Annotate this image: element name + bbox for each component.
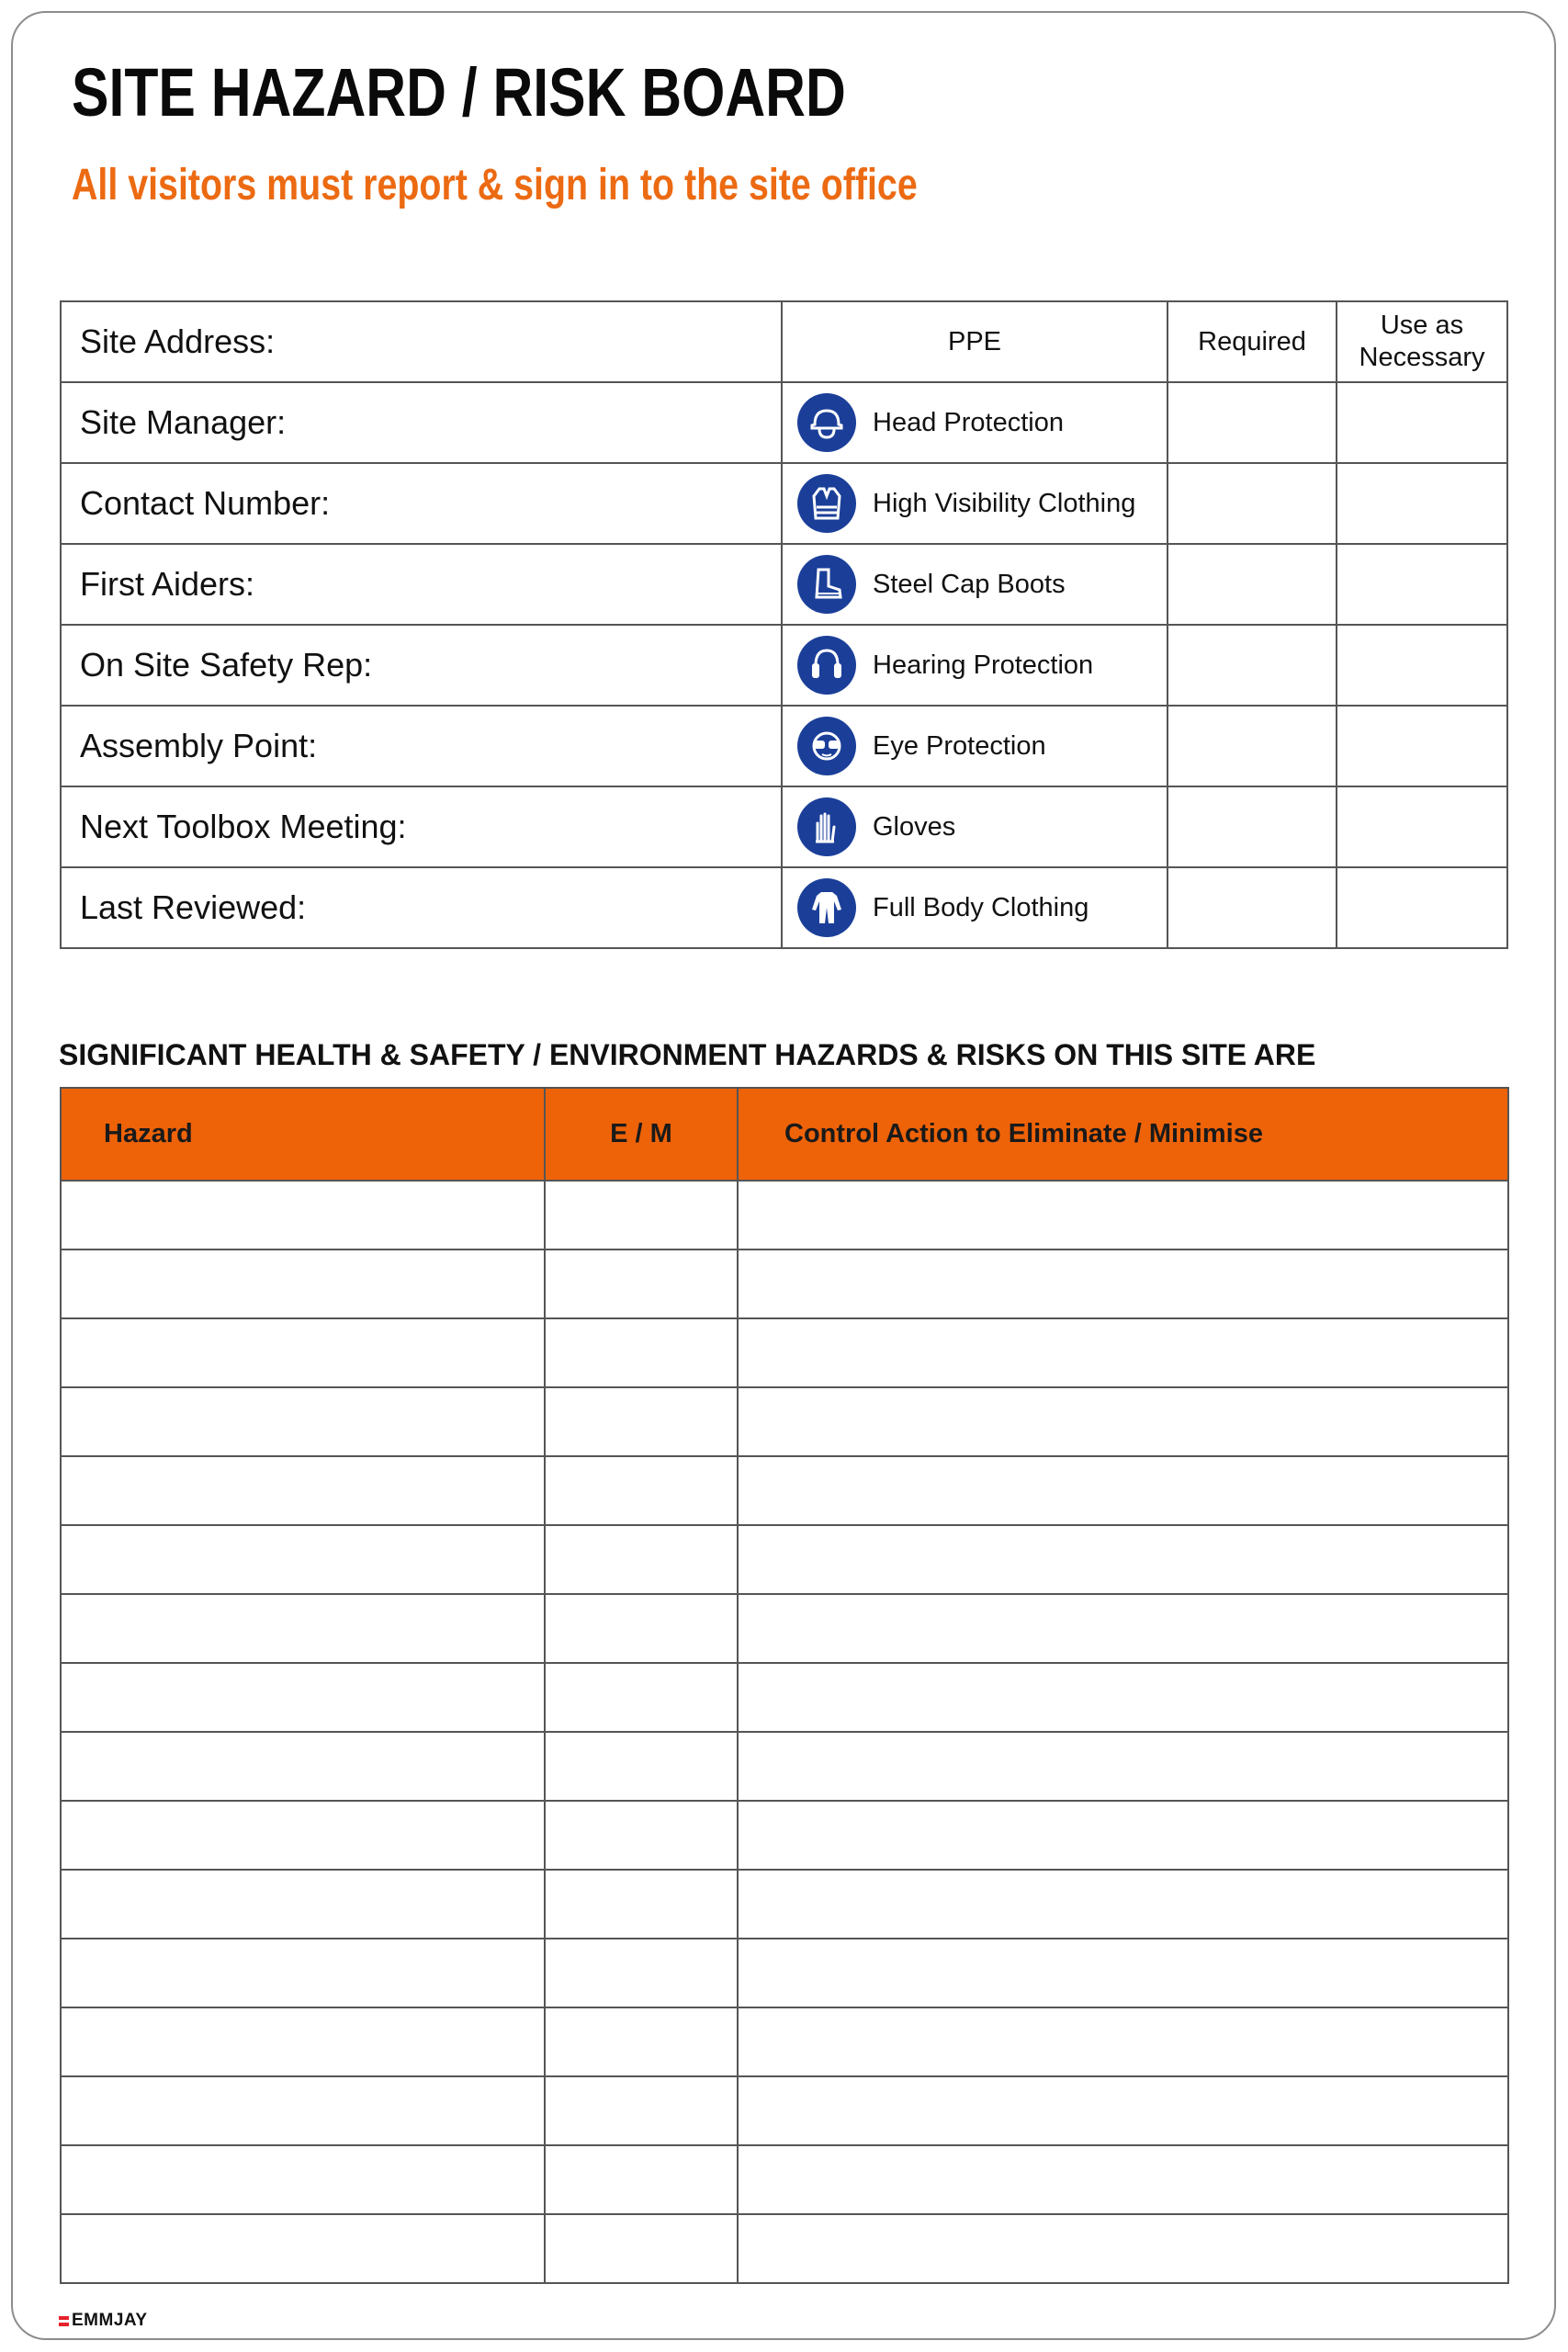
required-cell[interactable]: [1168, 786, 1337, 867]
em-cell[interactable]: [545, 1456, 738, 1525]
control-action-cell[interactable]: [738, 1181, 1508, 1250]
required-cell[interactable]: [1168, 544, 1337, 625]
table-row: [61, 1801, 1508, 1870]
table-row: [61, 1939, 1508, 2007]
table-row: [61, 625, 1507, 706]
ppe-item: [782, 463, 1168, 544]
ppe-item: [782, 382, 1168, 463]
table-row: [61, 1663, 1508, 1732]
em-cell[interactable]: [545, 1594, 738, 1663]
field-label: Site Address:: [61, 301, 782, 382]
site-info-table: [60, 300, 1508, 949]
brand-logo: [59, 2311, 148, 2331]
required-cell[interactable]: [1168, 463, 1337, 544]
em-cell[interactable]: [545, 2076, 738, 2145]
field-label: Site Manager:: [61, 382, 782, 463]
use-as-necessary-cell[interactable]: [1337, 544, 1507, 625]
control-action-cell[interactable]: [738, 2076, 1508, 2145]
table-row: [61, 301, 1507, 382]
hazard-cell[interactable]: [61, 1939, 545, 2007]
table-row: [61, 706, 1507, 786]
subtitle: All visitors must report & sign in to the site office: [72, 161, 918, 209]
em-cell[interactable]: [545, 1525, 738, 1594]
hazard-cell[interactable]: [61, 2214, 545, 2283]
em-cell[interactable]: [545, 1870, 738, 1939]
table-row: [61, 2214, 1508, 2283]
hi-vis-vest-icon: [797, 474, 856, 533]
hazard-cell[interactable]: [61, 1801, 545, 1870]
required-header: Required: [1168, 301, 1337, 382]
table-row: [61, 2076, 1508, 2145]
field-label: Last Reviewed:: [61, 867, 782, 948]
control-action-cell[interactable]: [738, 1939, 1508, 2007]
ppe-label: High Visibility Clothing: [873, 488, 1136, 518]
use-as-necessary-cell[interactable]: [1337, 786, 1507, 867]
control-action-cell[interactable]: [738, 1732, 1508, 1801]
page-title: SITE HAZARD / RISK BOARD: [72, 54, 846, 130]
table-row: [61, 1250, 1508, 1318]
control-action-cell[interactable]: [738, 2007, 1508, 2076]
required-cell[interactable]: [1168, 625, 1337, 706]
hazard-rows: [61, 1181, 1508, 2283]
use-as-necessary-cell[interactable]: [1337, 706, 1507, 786]
use-as-necessary-cell[interactable]: [1337, 463, 1507, 544]
em-cell[interactable]: [545, 2214, 738, 2283]
table-row: [61, 2007, 1508, 2076]
control-action-cell[interactable]: [738, 1801, 1508, 1870]
em-cell[interactable]: [545, 1663, 738, 1732]
em-cell[interactable]: [545, 1939, 738, 2007]
table-row: [61, 1732, 1508, 1801]
field-label: Next Toolbox Meeting:: [61, 786, 782, 867]
use-as-necessary-cell[interactable]: [1337, 382, 1507, 463]
logo-mark-icon: [59, 2316, 69, 2326]
control-action-cell[interactable]: [738, 1250, 1508, 1318]
ppe-label: Gloves: [873, 811, 956, 842]
hazard-cell[interactable]: [61, 1181, 545, 1250]
field-label: Contact Number:: [61, 463, 782, 544]
control-action-cell[interactable]: [738, 1870, 1508, 1939]
hazards-table: [60, 1087, 1509, 2284]
table-row: [61, 1594, 1508, 1663]
control-action-cell[interactable]: [738, 1456, 1508, 1525]
use-as-necessary-header: Use as Necessary: [1337, 301, 1507, 382]
ppe-item: [782, 867, 1168, 948]
brand-name: EMMJAY: [72, 2311, 148, 2330]
table-row: [61, 1525, 1508, 1594]
table-row: [61, 1387, 1508, 1456]
hazard-cell[interactable]: [61, 1870, 545, 1939]
control-action-column-header: Control Action to Eliminate / Minimise: [738, 1088, 1508, 1181]
ppe-label: Hearing Protection: [873, 650, 1094, 680]
em-cell[interactable]: [545, 1250, 738, 1318]
coverall-icon: [797, 878, 856, 937]
ppe-item: [782, 625, 1168, 706]
hard-hat-icon: [797, 393, 856, 452]
control-action-cell[interactable]: [738, 1594, 1508, 1663]
em-cell[interactable]: [545, 1387, 738, 1456]
control-action-cell[interactable]: [738, 2214, 1508, 2283]
table-row: [61, 1870, 1508, 1939]
control-action-cell[interactable]: [738, 1387, 1508, 1456]
use-as-necessary-cell[interactable]: [1337, 625, 1507, 706]
gloves-icon: [797, 797, 856, 856]
em-cell[interactable]: [545, 1732, 738, 1801]
ppe-label: Eye Protection: [873, 730, 1046, 761]
use-as-necessary-cell[interactable]: [1337, 867, 1507, 948]
ppe-label: Steel Cap Boots: [873, 569, 1066, 599]
ppe-label: Full Body Clothing: [873, 892, 1089, 922]
table-row: [61, 544, 1507, 625]
ppe-item: [782, 706, 1168, 786]
table-row: [61, 463, 1507, 544]
field-label: Assembly Point:: [61, 706, 782, 786]
control-action-cell[interactable]: [738, 2145, 1508, 2214]
ppe-item: [782, 544, 1168, 625]
hazard-cell[interactable]: [61, 1250, 545, 1318]
hazard-cell[interactable]: [61, 1318, 545, 1387]
ppe-item: [782, 786, 1168, 867]
hazard-cell[interactable]: [61, 2076, 545, 2145]
control-action-cell[interactable]: [738, 1525, 1508, 1594]
hazard-cell[interactable]: [61, 2145, 545, 2214]
em-column-header: E / M: [545, 1088, 738, 1181]
safety-boot-icon: [797, 555, 856, 614]
em-cell[interactable]: [545, 1801, 738, 1870]
field-label: On Site Safety Rep:: [61, 625, 782, 706]
hazard-cell[interactable]: [61, 1456, 545, 1525]
hazard-cell[interactable]: [61, 1387, 545, 1456]
em-cell[interactable]: [545, 1318, 738, 1387]
table-row: [61, 867, 1507, 948]
table-header-row: [61, 1088, 1508, 1181]
ppe-header: PPE: [782, 301, 1168, 382]
field-label: First Aiders:: [61, 544, 782, 625]
control-action-cell[interactable]: [738, 1663, 1508, 1732]
hazard-column-header: Hazard: [61, 1088, 545, 1181]
hazard-cell[interactable]: [61, 1594, 545, 1663]
hazard-cell[interactable]: [61, 1525, 545, 1594]
table-row: [61, 1456, 1508, 1525]
hazards-heading: SIGNIFICANT HEALTH & SAFETY / ENVIRONMENT HAZARDS & RISKS ON THIS SITE ARE: [59, 1038, 1316, 1071]
em-cell[interactable]: [545, 2145, 738, 2214]
required-cell[interactable]: [1168, 867, 1337, 948]
table-row: [61, 2145, 1508, 2214]
safety-goggles-icon: [797, 717, 856, 775]
control-action-cell[interactable]: [738, 1318, 1508, 1387]
table-row: [61, 1181, 1508, 1250]
ear-muffs-icon: [797, 636, 856, 695]
hazard-cell[interactable]: [61, 1663, 545, 1732]
required-cell[interactable]: [1168, 706, 1337, 786]
em-cell[interactable]: [545, 1181, 738, 1250]
required-cell[interactable]: [1168, 382, 1337, 463]
table-row: [61, 786, 1507, 867]
em-cell[interactable]: [545, 2007, 738, 2076]
table-row: [61, 1318, 1508, 1387]
table-row: [61, 382, 1507, 463]
hazard-cell[interactable]: [61, 2007, 545, 2076]
ppe-label: Head Protection: [873, 407, 1064, 437]
hazard-cell[interactable]: [61, 1732, 545, 1801]
